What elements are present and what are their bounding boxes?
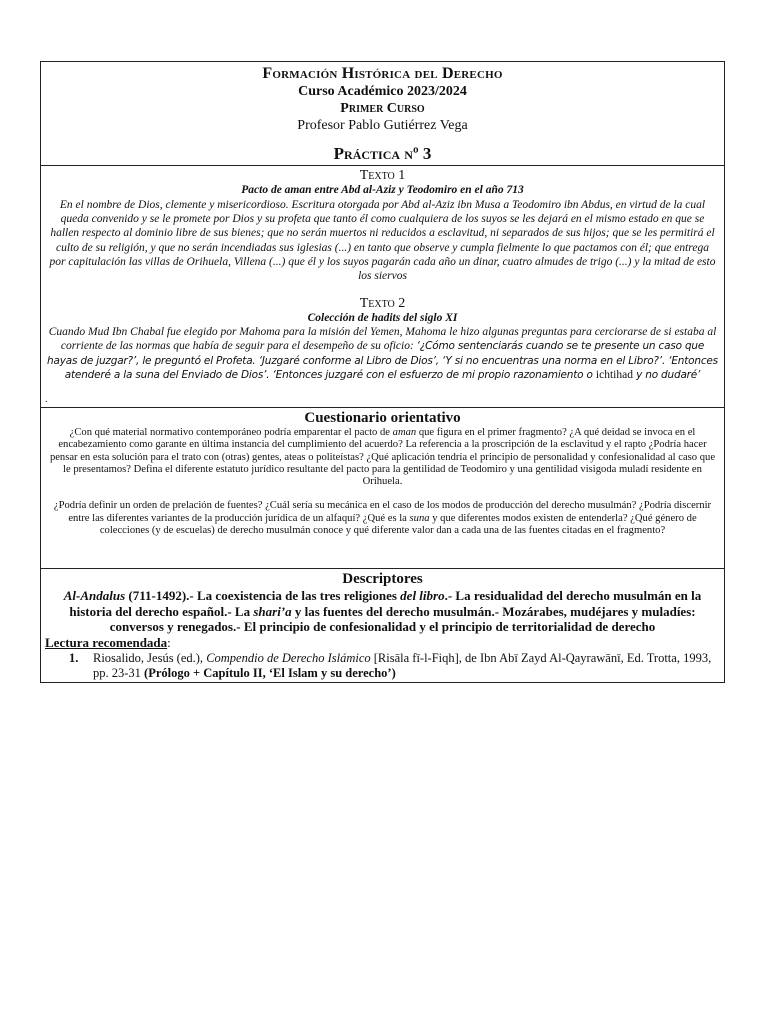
practice-number: Práctica nº 3 [333, 144, 432, 163]
professor-name: Profesor Pablo Gutiérrez Vega [297, 118, 468, 133]
lectura-label: Lectura recomendada [45, 634, 168, 650]
texto1-body: En el nombre de Dios, clemente y misericordioso. Escritura otorgada por Abd al-Aziz ibn Musa a Teodomiro ibn Abdus, en virtud de la cual queda convenido y se le promete por Dios y su profeta que tanto él como cualquiera de los suyos se les dejará en el mismo estado en que se hallen respecto al dominio libre de sus bienes; que no serán muertos ni reducidos a esclavitud, ni separados de sus hijos; que se les permitirá el culto de su religión, y que no serán incendiadas sus iglesias (...) en tanto que observe y cumpla fielmente lo que pactamos con él; que entrega por capitulación las villas de Orihuela, Villena (...) que él y los suyos pagarán cada año un dinar, cuatro almudes de trigo (...) y la mitad de esto los siervos [49, 199, 716, 283]
q2-text-b: y que diferentes modos existen de entenderla? ¿Qué género de colecciones (y de escuelas) de derecho musulmán conoce y qué diferente valor dan a cada una de las fuentes citadas en el fragmento? [99, 512, 697, 537]
d-term-al-andalus: Al-Andalus [63, 588, 126, 603]
descriptores-section [41, 569, 724, 682]
academic-year: Curso Académico 2023/2024 [298, 84, 467, 99]
course-level: Primer Curso [340, 101, 425, 116]
descriptores-title: Descriptores [342, 571, 423, 587]
cuestionario-section [41, 408, 724, 569]
course-title: Formación Histórica del Derecho [262, 65, 503, 82]
texto2-term-ichtihad: ichtihad [595, 368, 633, 381]
d-text-b: .- La residualidad del derecho musulmán en la historia del derecho español.- La [69, 588, 702, 619]
texto2-body-intro: Cuando Mud Ibn Chabal fue elegido por Mahoma para la misión del Yemen, Mahoma le hizo algunas preguntas para cerciorarse de si estaba al corriente de las normas que había de seguir para el desempeño de su oficio: [48, 326, 717, 353]
texto1-subtitle: Pacto de aman entre Abd al-Aziz y Teodomiro en el año 713 [241, 184, 524, 196]
texto1-heading: Texto 1 [359, 168, 406, 183]
q1-text-b: que figura en el primer fragmento? ¿A qué deidad se invoca en el encabezamiento como garante en última instancia del cumplimiento del acuerdo? La referencia a la proscripción de la esclavitud y el rapto ¿Podría hacer pensar en esta solución para el trato con (otras) gentes, ateas o politeístas? ¿Qué aplicación tendría el principio de personalidad y confesionalidad al caso que le presentamos? Defina el diferente estatuto jurídico resultante del pacto para la gentilidad de Teodomiro y una gentilidad visigoda muladí residente en Orihuela. [49, 427, 716, 488]
texto2-body-end: y no dudaré’ [632, 368, 701, 381]
texto2-subtitle: Colección de hadits del siglo XI [307, 312, 458, 325]
reference-number: 1. [69, 650, 79, 665]
reference-text [93, 651, 720, 681]
ref-details: [Risāla fī-l-Fiqh], de Ibn Abī Zayd Al-Qayrawānī, Ed. Trotta, 1993, pp. 23-31 [93, 650, 712, 680]
d-term-sharia: shari’a [253, 603, 292, 619]
q1-term-aman: aman [392, 427, 417, 438]
header-section [41, 62, 724, 166]
texts-section [41, 166, 724, 408]
trailing-mark: . [45, 394, 48, 405]
d-term-del-libro: del libro [400, 588, 445, 603]
texto2-body-dialogue: ‘¿Cómo sentenciarás cuando se te presente un caso que hayas de juzgar?’, le preguntó el Profeta. ‘Juzgaré conforme al Libro de Dios’, ‘Y si no encuentras una norma en el Libro?’. ‘Entonces atenderé a la suna del Enviado de Dios’. ‘Entonces juzgaré con el esfuerzo de mi propio razonamiento o [47, 340, 718, 381]
cuestionario-paragraph-2 [45, 500, 720, 537]
cuestionario-paragraph-1 [45, 427, 720, 488]
lectura-colon: : [167, 634, 171, 650]
q2-text-a: ¿Podría definir un orden de prelación de fuentes? ¿Cuál sería su mecánica en el caso de los modos de producción del derecho musulmán? ¿Podría discernir entre las diferentes variantes de la producción jurídica de un alfaquí? ¿Qué es la [53, 500, 712, 524]
cuestionario-title: Cuestionario orientativo [304, 410, 461, 426]
reference-item [69, 651, 720, 681]
descriptores-text [45, 588, 720, 635]
q2-term-suna: suna [409, 512, 430, 524]
d-text-c: y las fuentes del derecho musulmán.- Mozárabes, mudéjares y muladíes: conversos y renegados.- El principio de confesionalidad y el principio de territorialidad de derecho [109, 603, 696, 634]
lectura-recomendada [45, 635, 720, 651]
texto2-heading: Texto 2 [359, 296, 406, 312]
ref-book-title: Compendio de Derecho Islámico [206, 650, 371, 665]
texto2-body [47, 325, 718, 382]
ref-chapters: (Prólogo + Capítulo II, ‘El Islam y su derecho’) [144, 665, 396, 680]
practice-sheet [40, 61, 725, 683]
q1-text-a: ¿Con qué material normativo contemporáneo podría emparentar el pacto de [69, 427, 393, 438]
ref-author: Riosalido, Jesús (ed.), [93, 650, 207, 665]
d-text-a: (711-1492).- La coexistencia de las tres religiones [125, 588, 401, 603]
